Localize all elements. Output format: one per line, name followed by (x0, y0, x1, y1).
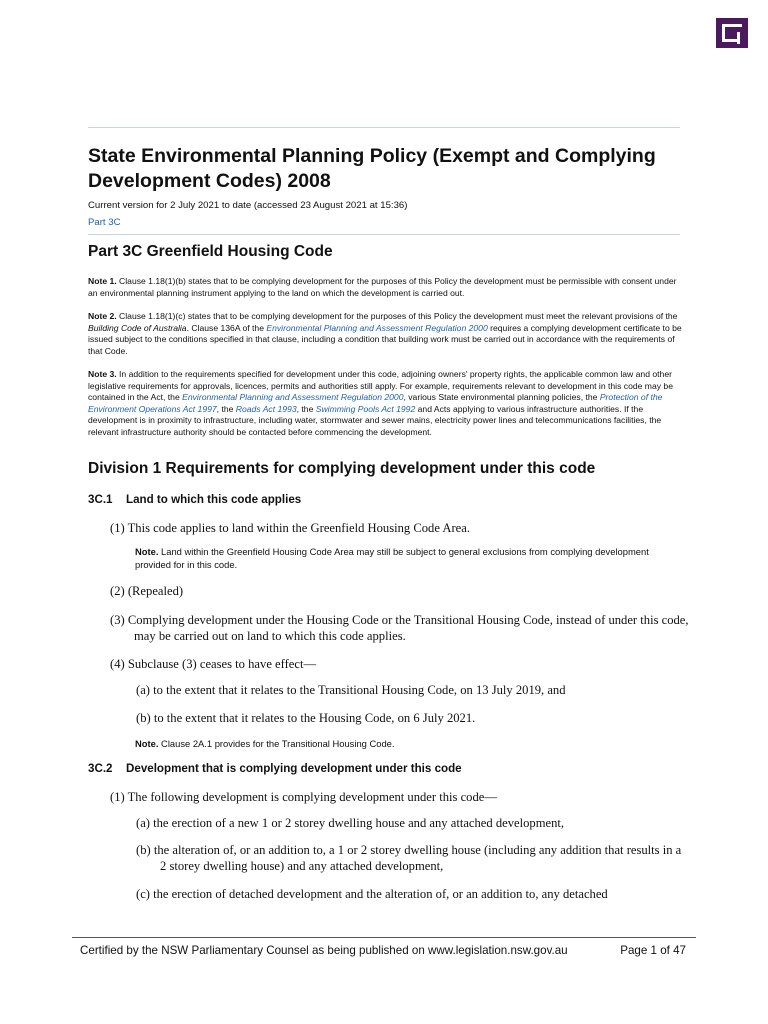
note-1-text: Clause 1.18(1)(b) states that to be complying development for the purposes of this Policy the development must be permissible with consent under an environmental planning instrument applying to the land on which the development is carried out. (88, 276, 677, 298)
header-rule (88, 127, 680, 128)
note-1 (88, 276, 683, 299)
note-text: Land within the Greenfield Housing Code Area may still be subject to general exclusions from complying development provided for in this code. (135, 546, 649, 570)
note-2-text-c: requires a complying development certificate to be issued subject to the conditions specified in that clause, including a condition that building work must be carried out in accordance with the requirements of that Code. (88, 322, 682, 356)
clause-title: Land to which this code applies (126, 493, 302, 506)
note-3-text: In addition to the requirements specified for development under this code, adjoining owners' property rights, the applicable common law and other legislative requirements for approvals, licences, permits and authorities still apply. For example, requirements relevant to development in this code may be contained in the Act, the (88, 369, 673, 402)
part-link[interactable]: Part 3C (88, 217, 121, 228)
clause-number: 3C.2 (88, 762, 113, 775)
clause-3c2-paragraph-c: (c) the erection of detached development and the alteration of, or an addition to, any detached (136, 887, 608, 901)
version-info: Current version for 2 July 2021 to date (accessed 23 August 2021 at 15:36) (88, 200, 408, 211)
clause-3c1-heading (88, 493, 301, 506)
swimming-pools-act-link[interactable]: Swimming Pools Act 1992 (315, 403, 416, 414)
note-label: Note. (135, 738, 159, 749)
regulation-2000-link[interactable]: Environmental Planning and Assessment Regulation 2000 (266, 322, 488, 333)
division-heading: Division 1 Requirements for complying development under this code (88, 460, 596, 477)
note-3-text-b: , various State environmental planning policies, the (403, 392, 600, 402)
clause-3c1-note-2 (135, 737, 675, 750)
note-3 (88, 369, 683, 438)
note-1-label: Note 1. (88, 276, 117, 286)
roads-act-link[interactable]: Roads Act 1993 (235, 403, 297, 414)
clause-3c2-subclause-1: (1) The following development is complying development under this code— (110, 790, 497, 804)
note-2-text-b: . Clause 136A of the (186, 322, 267, 333)
nsw-legislation-logo-icon (716, 18, 748, 48)
note-3-text-d: , the (296, 403, 316, 414)
clause-3c1-note-1 (135, 545, 675, 571)
footer-rule (72, 937, 696, 938)
clause-3c1-subclause-2: (2) (Repealed) (110, 584, 184, 598)
clause-3c2-paragraph-b: (b) the alteration of, or an addition to, a 1 or 2 storey dwelling house (including any addition that results in a 2 storey dwelling house) and any attached development, (136, 843, 682, 873)
note-3-label: Note 3. (88, 369, 117, 379)
page-number: Page 1 of 47 (620, 944, 686, 957)
clause-3c1-subclause-4: (4) Subclause (3) ceases to have effect— (110, 657, 317, 671)
note-2-italic: Building Code of Australia (88, 322, 187, 333)
note-2 (88, 311, 683, 357)
clause-3c2-heading (88, 762, 462, 775)
regulation-2000-link[interactable]: Environmental Planning and Assessment Regulation 2000 (182, 392, 404, 402)
note-label: Note. (135, 546, 159, 557)
clause-3c1-paragraph-a: (a) to the extent that it relates to the Transitional Housing Code, on 13 July 2019, and (136, 683, 566, 697)
section-rule (88, 234, 680, 235)
clause-3c1-paragraph-b: (b) to the extent that it relates to the Housing Code, on 6 July 2021. (136, 711, 476, 725)
clause-3c1-subclause-1: (1) This code applies to land within the Greenfield Housing Code Area. (110, 521, 471, 535)
clause-title: Development that is complying development under this code (126, 762, 462, 775)
footer-certification: Certified by the NSW Parliamentary Counsel as being published on www.legislation.nsw.gov.au (80, 944, 568, 957)
clause-number: 3C.1 (88, 493, 113, 506)
poeo-act-link[interactable]: Protection of the Environment Operations Act 1997 (88, 392, 663, 414)
note-2-text: Clause 1.18(1)(c) states that to be complying development for the purposes of this Policy the development must meet the relevant provisions of the (116, 311, 678, 321)
note-text: Clause 2A.1 provides for the Transitional Housing Code. (158, 738, 395, 749)
clause-3c1-subclause-3: (3) Complying development under the Housing Code or the Transitional Housing Code, instead of under this code, may be carried out on land to which this code applies. (110, 613, 689, 643)
document-title: State Environmental Planning Policy (Exempt and Complying Development Codes) 2008 (88, 145, 656, 192)
note-3-text-e: and Acts applying to various infrastructure authorities. If the development is in proximity to infrastructure, including water, stormwater and sewer mains, electricity power lines and telecommunications facilities, the relevant infrastructure authority should be contacted before commencing the development. (88, 403, 662, 437)
note-3-text-c: , the (216, 403, 236, 414)
note-2-label: Note 2. (88, 311, 117, 321)
clause-3c2-paragraph-a: (a) the erection of a new 1 or 2 storey dwelling house and any attached development, (136, 816, 565, 830)
part-heading: Part 3C Greenfield Housing Code (88, 243, 333, 260)
